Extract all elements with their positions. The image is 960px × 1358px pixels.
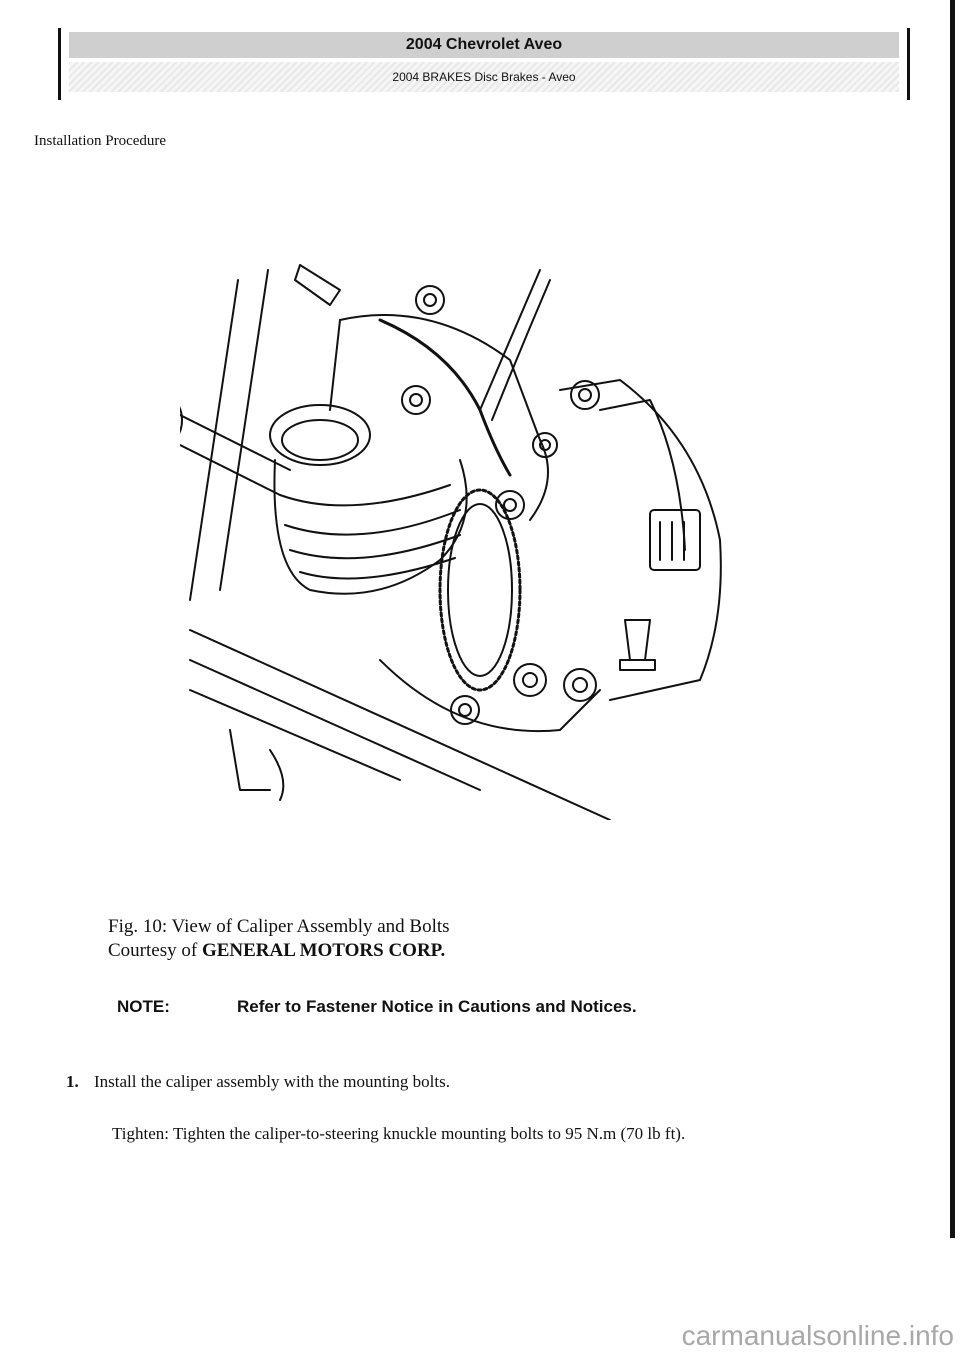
page-header: [58, 28, 910, 100]
note-label: NOTE:: [117, 997, 170, 1016]
header-title: 2004 Chevrolet Aveo: [69, 32, 899, 58]
step-number: 1.: [66, 1072, 79, 1091]
figure-courtesy: [108, 939, 450, 963]
page-border-right: [950, 0, 955, 1238]
step-text: Install the caliper assembly with the mounting bolts.: [94, 1072, 450, 1091]
courtesy-prefix: Courtesy of: [108, 940, 198, 961]
note-text: Refer to Fastener Notice in Cautions and Notices.: [237, 997, 637, 1016]
figure-caption-title: Fig. 10: View of Caliper Assembly and Bolts: [108, 916, 450, 937]
caliper-assembly-illustration: [180, 260, 770, 820]
courtesy-org: GENERAL MOTORS CORP.: [201, 940, 446, 961]
watermark-text: carmanualsonline.info: [681, 1320, 954, 1351]
header-subtitle: 2004 BRAKES Disc Brakes - Aveo: [69, 62, 899, 92]
torque-spec: Tighten: Tighten the caliper-to-steering knuckle mounting bolts to 95 N.m (70 lb ft).: [112, 1124, 686, 1143]
section-title: Installation Procedure: [34, 133, 167, 149]
figure-caption: [108, 915, 450, 963]
